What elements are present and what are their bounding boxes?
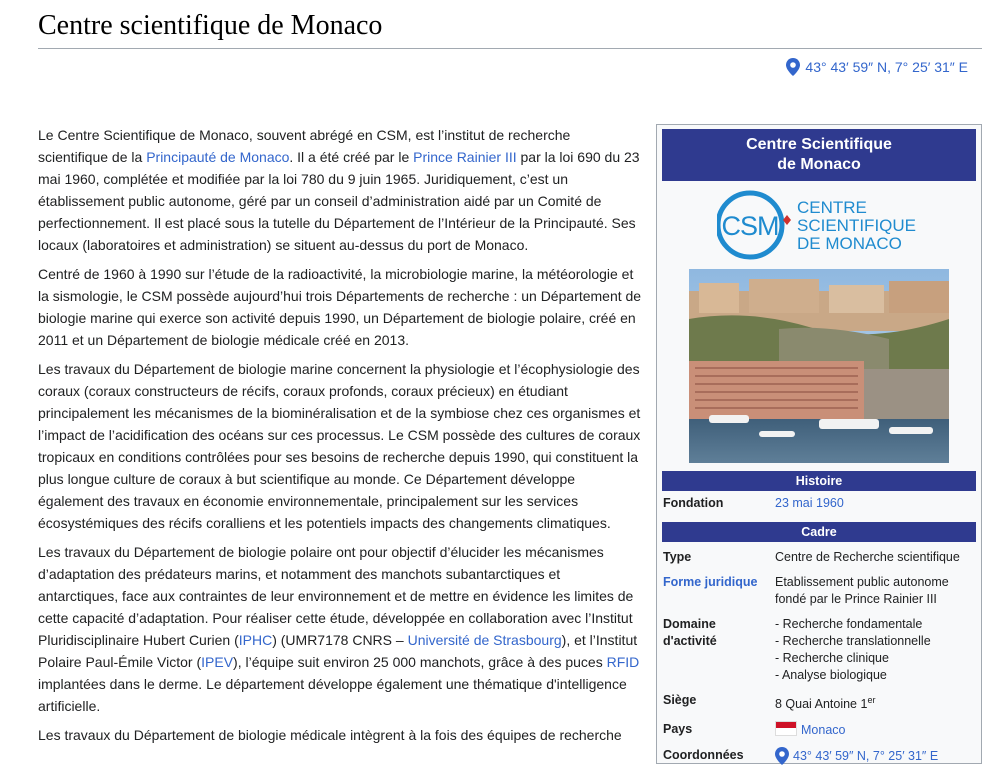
domaine-item: - Recherche clinique bbox=[775, 651, 889, 665]
pays-value-link[interactable]: Monaco bbox=[801, 723, 846, 738]
coordinates-text[interactable]: 43° 43′ 59″ N, 7° 25′ 31″ E bbox=[805, 59, 968, 75]
paragraph-polar-biology: Les travaux du Département de biologie polaire ont pour objectif d’élucider les mécanismes d’adaptation des prédateurs marins, et notamment des manchots subantarctiques et antarctiques, face aux contraintes de leur environnement et de mettre en évidence les limites de cette capacité d’adaptation. Pour réaliser cette étude, développée en collaboration avec l’Institut Pluridisciplinaire Hubert Curien (IPHC) (UMR7178 CNRS – Université de Strasbourg), et l’Institut Polaire Paul-Émile Victor (IPEV), l’équipe suit environ 25 000 manchots, grâce à des puces RFID implantées dans le derme. Le département développe également une thématique d'intelligence artificielle. bbox=[38, 544, 640, 714]
logo-line-3: DE MONACO bbox=[797, 234, 902, 253]
siege-value: 8 Quai Antoine 1er bbox=[775, 695, 876, 712]
fondation-label: Fondation bbox=[663, 496, 724, 510]
link-prince-rainier[interactable]: Prince Rainier III bbox=[413, 149, 517, 165]
forme-juridique-link[interactable]: Forme juridique bbox=[663, 575, 758, 589]
page-title: Centre scientifique de Monaco bbox=[38, 10, 383, 41]
coordonnees-value-link[interactable]: 43° 43′ 59″ N, 7° 25′ 31″ E bbox=[793, 748, 939, 763]
domaine-label: Domaine d'activité bbox=[663, 617, 717, 648]
infobox-section-histoire: Histoire bbox=[662, 471, 976, 491]
link-iphc[interactable]: IPHC bbox=[238, 632, 273, 648]
logo-abbr: CSM bbox=[721, 211, 779, 241]
map-pin-icon bbox=[786, 58, 800, 76]
infobox bbox=[656, 124, 982, 764]
csm-logo bbox=[717, 189, 981, 261]
link-rfid[interactable]: RFID bbox=[606, 654, 640, 670]
pays-label: Pays bbox=[663, 722, 693, 737]
map-pin-icon bbox=[775, 747, 789, 765]
link-principaute-monaco[interactable]: Principauté de Monaco bbox=[146, 149, 290, 165]
infobox-row-fondation bbox=[662, 491, 976, 516]
siege-label: Siège bbox=[663, 693, 697, 707]
infobox-row-type bbox=[662, 542, 976, 570]
link-universite-strasbourg[interactable]: Université de Strasbourg bbox=[407, 632, 562, 648]
coordinates-link[interactable] bbox=[786, 58, 968, 76]
fondation-value[interactable]: 23 mai 1960 bbox=[775, 496, 844, 510]
infobox-row-pays bbox=[662, 717, 976, 743]
infobox-section-cadre: Cadre bbox=[662, 522, 976, 542]
link-ipev[interactable]: IPEV bbox=[201, 654, 234, 670]
infobox-row-domaine bbox=[662, 612, 976, 688]
paragraph-marine-biology: Les travaux du Département de biologie marine concernent la physiologie et l’écophysiologie des coraux (coraux constructeurs de récifs, coraux profonds, coraux précieux) en étudiant principalement les mécanismes de la biominéralisation et de la symbiose chez ces organismes et l’impact de l’acidification des océans sur ces processus. Le CSM possède des cultures de coraux tropicaux en conditions contrôlées pour ses besoins de recherche depuis 1990, qui constituent la plus longue culture de coraux à but scientifique au monde. Ce Département développe également des travaux en économie environnementale, principalement sur les services écosystémiques des récifs coralliens et les potentiels impacts des changements climatiques. bbox=[38, 361, 641, 531]
monaco-flag-icon bbox=[775, 721, 797, 736]
type-value: Centre de Recherche scientifique bbox=[775, 550, 960, 564]
paragraph-medical-biology: Les travaux du Département de biologie médicale intègrent à la fois des équipes de recherche bbox=[38, 727, 622, 743]
article-body bbox=[38, 124, 642, 753]
infobox-row-siege bbox=[662, 688, 976, 717]
infobox-title: Centre Scientifique de Monaco bbox=[662, 129, 976, 181]
domaine-item: - Analyse biologique bbox=[775, 668, 887, 682]
coordonnees-label: Coordonnées bbox=[663, 748, 744, 763]
infobox-row-forme bbox=[662, 570, 976, 612]
domaine-item: - Recherche translationnelle bbox=[775, 634, 931, 648]
domaine-values bbox=[775, 616, 976, 684]
title-divider bbox=[38, 48, 982, 49]
type-label: Type bbox=[663, 550, 692, 564]
monaco-harbour-photo[interactable] bbox=[689, 269, 949, 463]
paragraph-intro: Le Centre Scientifique de Monaco, souvent abrégé en CSM, est l’institut de recherche scientifique de la Principauté de Monaco. Il a été créé par le Prince Rainier III par la loi 690 du 23 mai 1960, complétée et modifiée par la loi 780 du 9 juin 1965. Juridiquement, c’est un établissement public autonome, géré par un conseil d’administration aidé par un Comité de perfectionnement. Il est placé sous la tutelle du Département de l’Intérieur de la Principauté. Ses locaux (laboratoires et administration) se situent au-dessus du port de Monaco. bbox=[38, 127, 640, 253]
forme-value: Etablissement public autonome fondé par le Prince Rainier III bbox=[775, 575, 949, 606]
paragraph-history: Centré de 1960 à 1990 sur l’étude de la radioactivité, la microbiologie marine, la météorologie et la sismologie, le CSM possède aujourd’hui trois Départements de recherche : un Département de biologie marine qui exerce son activité depuis 1990, un Département de biologie polaire, créé en 2011 et un Département de biologie médicale créé en 2013. bbox=[38, 266, 642, 348]
csm-logo-image bbox=[717, 189, 927, 261]
domaine-item: - Recherche fondamentale bbox=[775, 617, 923, 631]
logo-line-1: CENTRE bbox=[797, 198, 867, 217]
infobox-row-coordonnees bbox=[662, 743, 976, 769]
logo-line-2: SCIENTIFIQUE bbox=[797, 216, 917, 235]
